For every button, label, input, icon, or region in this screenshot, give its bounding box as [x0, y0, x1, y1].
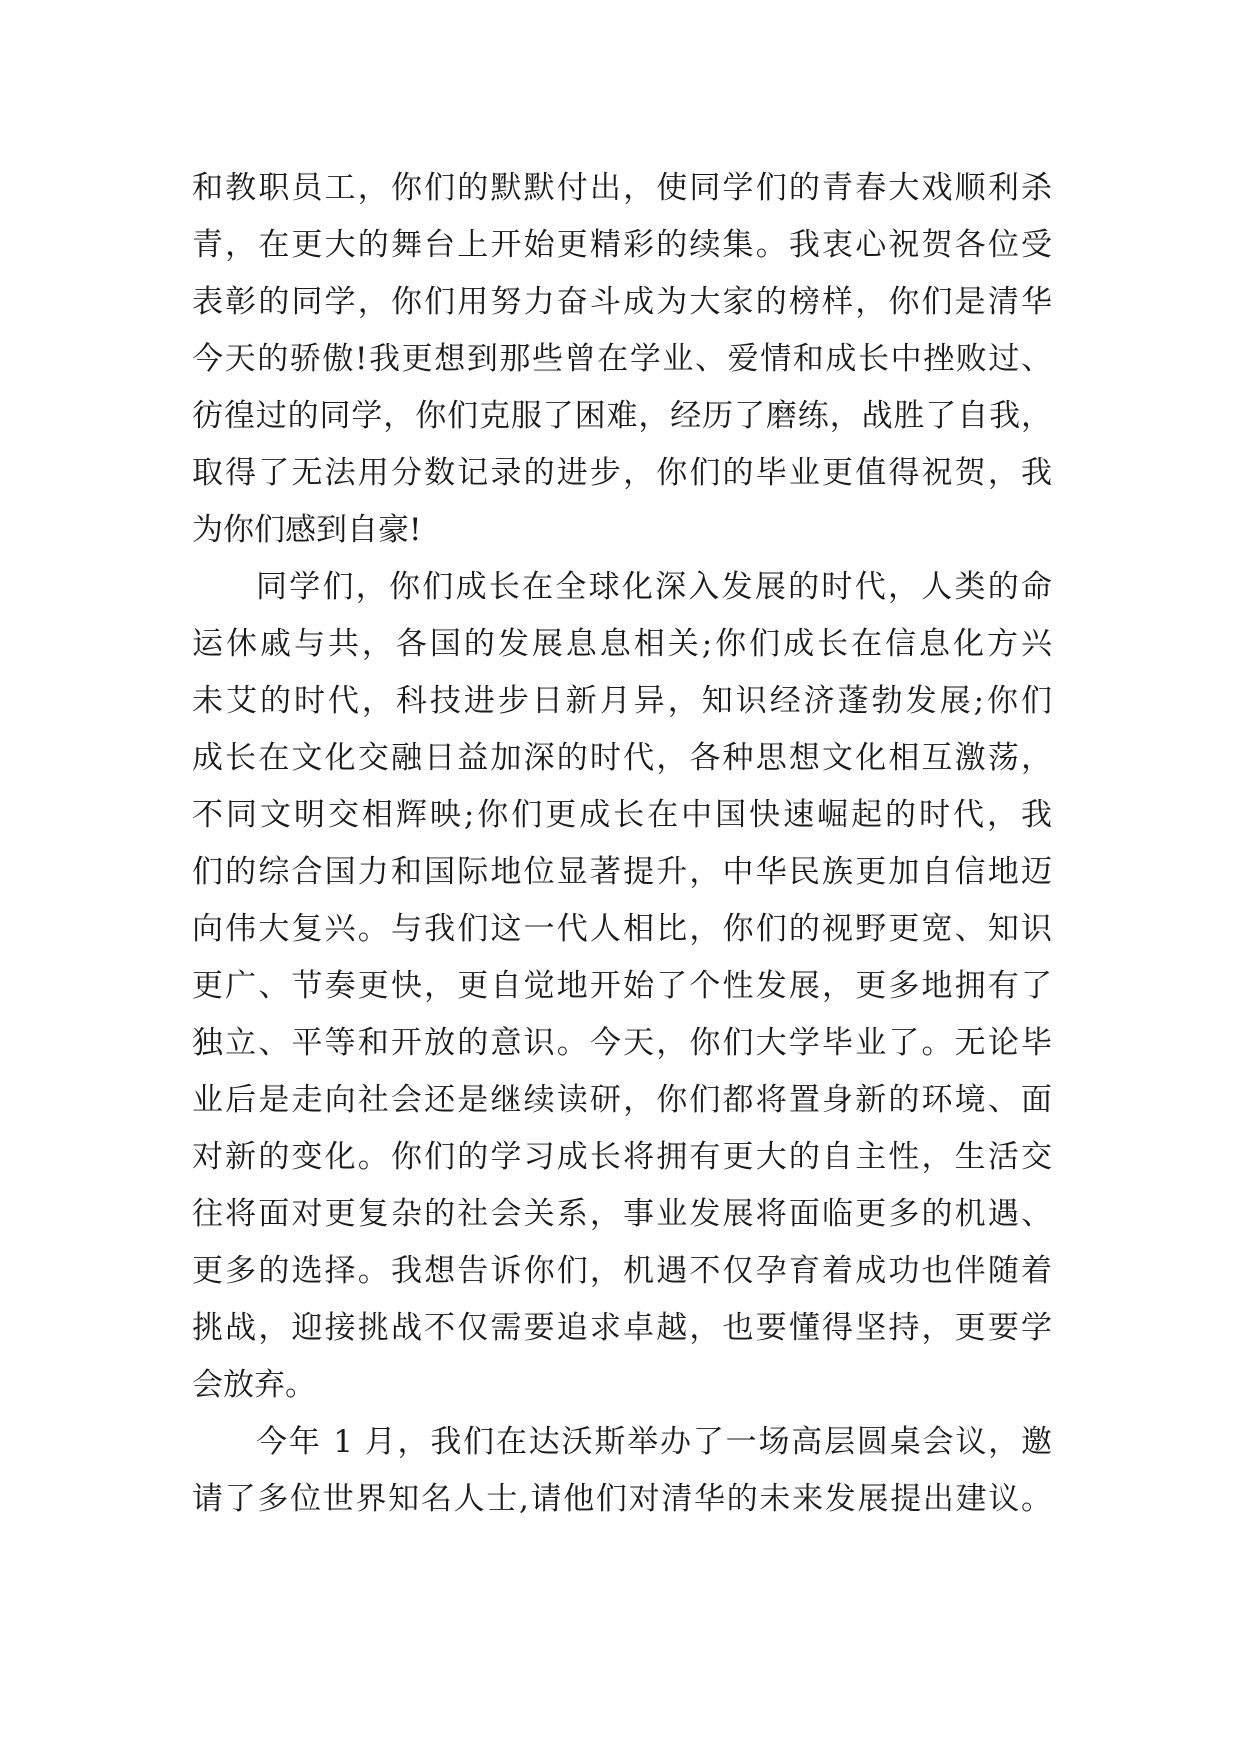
text-line: 和教职员工，你们的默默付出，使同学们的青春大戏顺利杀	[192, 170, 1052, 206]
text-line: 彷徨过的同学，你们克服了困难，经历了磨练，战胜了自我，	[192, 398, 1052, 434]
text-line: 独立、平等和开放的意识。今天，你们大学毕业了。无论毕	[192, 1025, 1052, 1061]
text-line: 向伟大复兴。与我们这一代人相比，你们的视野更宽、知识	[192, 911, 1052, 947]
text-line: 更多的选择。我想告诉你们，机遇不仅孕育着成功也伴随着	[192, 1253, 1052, 1289]
text-line: 挑战，迎接挑战不仅需要追求卓越，也要懂得坚持，更要学	[192, 1310, 1052, 1346]
text-line: 不同文明交相辉映;你们更成长在中国快速崛起的时代，我	[192, 797, 1052, 833]
text-line: 取得了无法用分数记录的进步，你们的毕业更值得祝贺，我	[192, 455, 1052, 491]
text-line: 同学们，你们成长在全球化深入发展的时代，人类的命	[256, 569, 1052, 605]
document-body	[192, 160, 1052, 1528]
text-line: 更广、节奏更快，更自觉地开始了个性发展，更多地拥有了	[192, 968, 1052, 1004]
text-line: 会放弃。	[192, 1367, 316, 1403]
text-line: 今年 1 月，我们在达沃斯举办了一场高层圆桌会议，邀	[256, 1424, 1052, 1460]
text-line: 对新的变化。你们的学习成长将拥有更大的自主性，生活交	[192, 1139, 1052, 1175]
text-line: 业后是走向社会还是继续读研，你们都将置身新的环境、面	[192, 1082, 1052, 1118]
paragraph-2	[192, 559, 1052, 1414]
text-line: 往将面对更复杂的社会关系，事业发展将面临更多的机遇、	[192, 1196, 1052, 1232]
text-line: 表彰的同学，你们用努力奋斗成为大家的榜样，你们是清华	[192, 284, 1052, 320]
text-line: 运休戚与共，各国的发展息息相关;你们成长在信息化方兴	[192, 626, 1052, 662]
text-line: 成长在文化交融日益加深的时代，各种思想文化相互激荡，	[192, 740, 1052, 776]
text-line: 未艾的时代，科技进步日新月异，知识经济蓬勃发展;你们	[192, 683, 1052, 719]
text-line: 为你们感到自豪!	[192, 512, 422, 548]
paragraph-3	[192, 1414, 1052, 1528]
text-line: 今天的骄傲!我更想到那些曾在学业、爱情和成长中挫败过、	[192, 341, 1052, 377]
text-line: 青，在更大的舞台上开始更精彩的续集。我衷心祝贺各位受	[192, 227, 1052, 263]
paragraph-1	[192, 160, 1052, 559]
text-line: 请了多位世界知名人士,请他们对清华的未来发展提出建议。	[192, 1481, 1052, 1517]
text-line: 们的综合国力和国际地位显著提升，中华民族更加自信地迈	[192, 854, 1052, 890]
